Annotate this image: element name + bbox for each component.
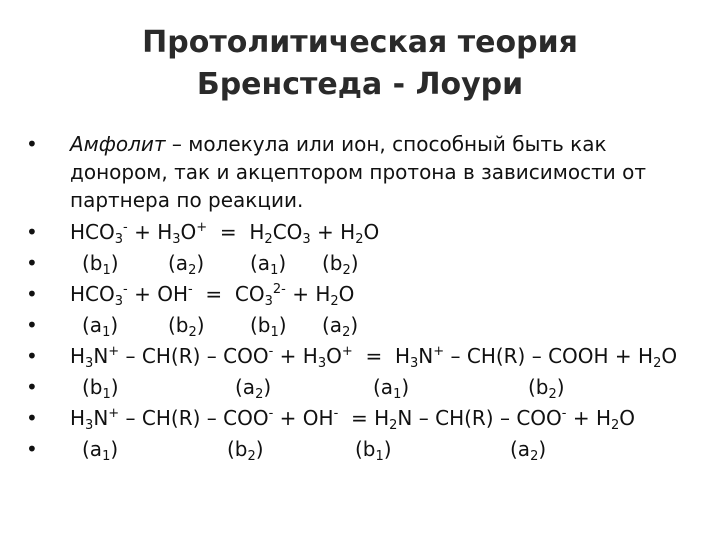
equation-line [26, 341, 706, 372]
definition-text [70, 130, 706, 214]
role-label: $(a_2)$ [510, 437, 547, 464]
label-line [26, 434, 706, 465]
role-label: $(b_1)$ [82, 375, 119, 402]
role-label: $(a_1)$ [373, 375, 410, 402]
title-line-2: Бренстеда - Лоури [196, 67, 524, 102]
role-labels [70, 313, 382, 340]
role-label: $(b_1)$ [82, 251, 119, 278]
label-line [26, 372, 706, 403]
bullet-icon: • [26, 313, 38, 337]
bullet-icon: • [26, 251, 38, 275]
slide-body [26, 130, 706, 465]
equation-text: $HCO_3^- + OH^- = CO_3^{2-} + H_2O$ [70, 282, 355, 309]
title-line-1: Протолитическая теория [142, 25, 578, 60]
bullet-icon: • [26, 406, 38, 430]
label-line [26, 310, 706, 341]
equation-line [26, 279, 706, 310]
definition-term: Амфолит [70, 132, 166, 156]
role-label: $(a_2)$ [322, 313, 359, 340]
bullet-icon: • [26, 132, 38, 156]
slide-title [80, 22, 640, 106]
role-labels [70, 437, 570, 464]
role-label: $(a_1)$ [250, 251, 287, 278]
role-label: $(b_2)$ [227, 437, 264, 464]
bullet-icon: • [26, 375, 38, 399]
role-label: $(b_2)$ [528, 375, 565, 402]
equation-list [26, 217, 706, 465]
bullet-icon: • [26, 282, 38, 306]
bullet-icon: • [26, 344, 38, 368]
role-label: $(a_2)$ [168, 251, 205, 278]
equation-line [26, 403, 706, 434]
role-label: $(a_1)$ [82, 313, 119, 340]
bullet-icon: • [26, 220, 38, 244]
equation-line [26, 217, 706, 248]
role-label: $(b_1)$ [250, 313, 287, 340]
equation-text: $HCO_3^- + H_3O^+ = H_2CO_3 + H_2O$ [70, 220, 380, 247]
role-label: $(b_2)$ [322, 251, 359, 278]
role-label: $(b_2)$ [168, 313, 205, 340]
equation-text: $H_3N^+ - CH(R) - COO^- + OH^- = H_2N - CH(R) - COO^- + H_2O$ [70, 406, 636, 433]
bullet-icon: • [26, 437, 38, 461]
definition-item [26, 130, 706, 214]
role-labels [70, 375, 588, 402]
role-label: $(a_2)$ [235, 375, 272, 402]
equation-text: $H_3N^+ - CH(R) - COO^- + H_3O^+ = H_3N^+ - CH(R)$ – COOH + $H_2O$ [70, 344, 678, 371]
role-label: $(a_1)$ [82, 437, 119, 464]
definition-description: – молекула или ион, способный быть как донором, так и акцептором протона в зависимости от партнера по реакции. [70, 132, 647, 212]
role-labels [70, 251, 382, 278]
label-line [26, 248, 706, 279]
role-label: $(b_1)$ [355, 437, 392, 464]
